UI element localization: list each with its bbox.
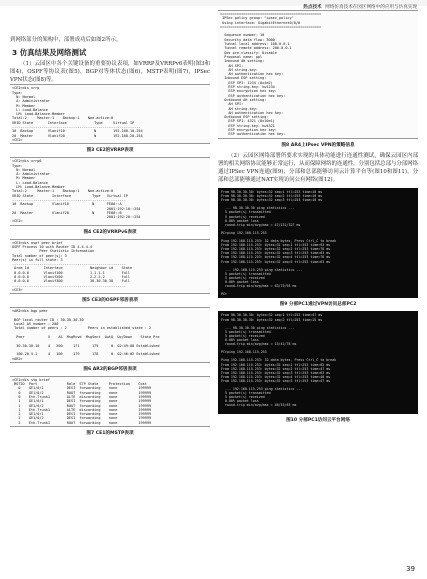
figure-6-code — [10, 307, 210, 363]
code-line: MSTID Port Role STP State Protection Cost — [12, 382, 147, 387]
code-line: Inbound AH setting: — [220, 59, 265, 64]
code-line: 1 GE1/0/1 DESI forwarding none 199999 — [12, 399, 152, 404]
code-line: Using interface: GigabitEthernet0/0/0 — [220, 20, 301, 25]
code-line: From 192.168.115.253: bytes=32 seq=4 ttl=253 time=78 ms — [221, 255, 331, 260]
code-line: PC>ping 192.168.115.253 — [221, 350, 267, 355]
page-number: 39 — [406, 565, 415, 573]
code-line: ESP authentication hex key: — [220, 93, 286, 98]
code-line: --- 192.168.115.253 ping statistics --- — [221, 387, 303, 392]
figure-9-terminal — [218, 188, 418, 298]
code-line: OSPF Process 10 with Router ID 4.4.4.4 — [12, 244, 93, 249]
code-line: Total number of peer(s): 3 — [12, 253, 67, 258]
code-line: 0.00% packet loss — [221, 218, 259, 223]
code-line: AH SPI: — [220, 63, 244, 68]
code-line: Ping 192.168.115.253: 32 data bytes, Press Ctrl_C to break — [221, 358, 337, 363]
code-line: 2 GE1/0/1 DESI forwarding none 199999 — [12, 412, 152, 417]
code-line: --- 98.30.30.30 ping statistics --- — [221, 206, 295, 211]
code-line: Qos pre-classify: Disable — [220, 50, 277, 55]
code-line: 5 packet(s) received — [221, 395, 265, 400]
figure-10-terminal — [218, 311, 418, 413]
code-line: ESP string-key: hw1234 — [220, 85, 275, 90]
code-line: 5 packet(s) received — [221, 333, 265, 338]
code-line: Type: — [12, 163, 23, 168]
code-line: ESP authentication hex key: — [220, 132, 286, 137]
code-line: 0 Eth-Trunk1 ALTE discarding none 199999 — [12, 395, 152, 399]
code-line: 30.30.30.10 4 200 171 179 0 02:49:08 Established — [12, 343, 160, 348]
code-line: 0 GE1/0/2 ROOT forwarding none 199999 — [12, 390, 152, 395]
code-line: round-trip min/avg/max = 47/131/327 ms — [221, 222, 301, 227]
code-line: From 192.168.115.253: bytes=32 seq=3 ttl=253 time=63 ms — [221, 370, 331, 375]
code-line: 20 Master Vlanif20 N 192.168.20.254 — [12, 133, 143, 138]
code-line: Total:2 Master:1 Backup:1 Non-active:0 — [12, 116, 114, 121]
figure-3-code — [10, 84, 210, 144]
code-line: Peer(s) in full state: 3 — [12, 257, 63, 262]
code-line: From 192.168.115.253: bytes=32 seq=5 ttl=253 time=63 ms — [221, 259, 331, 264]
code-line: 2001:192:20::254 — [12, 215, 141, 220]
code-line: VRID State Interface Type Virtual IP — [12, 193, 128, 198]
paragraph-2: （2）云园区网络部署所要求实现的具体功能进行连通性测试，确保云园区内部署的相关网络协议能够正常运行，从而保障网络的连通性。分别包括总部与分部网络通过IPSec VPN连通(图9)，分部和总部能够访问云计算平台等(图10和图11)，分部和总部能够通过NAT实现访问公有网络(图12)。 — [218, 152, 418, 183]
code-line: Inbound ESP setting: — [220, 76, 267, 81]
code-line: ESP SPI: 1234 (0x4d2) — [220, 80, 273, 85]
code-line: ------------------------------------------------------ — [12, 262, 126, 267]
code-line: ================================================ — [220, 12, 322, 16]
code-line: 0.00% packet loss — [221, 337, 259, 342]
code-line: AH authentication hex key: — [220, 72, 284, 77]
code-line: ------------------------------------------------------ — [12, 283, 126, 288]
figure-8-caption: 图8 AR4上IPsec VPN的策略信息 — [281, 142, 355, 148]
code-line: 1 Eth-Trunk1 ALTE discarding none 199999 — [12, 407, 152, 412]
code-line: ================================================ — [220, 24, 322, 29]
code-line: LM: Load-Balance-Member — [12, 112, 65, 117]
code-line: ------------------------------------------------------ — [12, 197, 126, 202]
left-column — [10, 36, 210, 440]
code-line: 5 packet(s) transmitted — [221, 271, 271, 276]
code-line: 5 packet(s) transmitted — [221, 391, 271, 396]
code-line: BGP local router ID : 30.30.30.30 — [12, 317, 84, 322]
header-title: 网络仿真技术在园区网络中的应用与仿真实现 — [325, 5, 417, 10]
figure-7-code — [10, 376, 210, 427]
code-line: From 98.30.30.30: bytes=32 seq=3 ttl=253 time=10 ms — [221, 198, 323, 203]
code-line: 1 GE1/0/2 ROOT forwarding none 199999 — [12, 403, 152, 408]
code-line: From 98.30.30.30: bytes=32 seq=2 ttl=253 time=10 ms — [221, 194, 323, 199]
code-line: round-trip min/avg/max = 46/53/63 ms — [221, 403, 297, 408]
code-line: ESP string-key: hw4321 — [220, 123, 275, 128]
code-line: 0.0.0.0 Vlanif100 1.1.1.1 Full — [12, 270, 131, 275]
code-line: Type: — [12, 90, 23, 95]
code-line: IPSec policy group: "ipsec_policy" — [220, 16, 294, 21]
code-line: Tunnel remote address: 200.0.0.1 — [220, 46, 292, 51]
code-line: AH SPI: — [220, 102, 244, 107]
code-line: <AR2>dis bgp peer — [12, 309, 48, 314]
code-line: VRID State Interface Type Virtual IP — [12, 120, 135, 125]
code-line: <CE1>dis stp brief — [12, 377, 50, 382]
code-line: Security data flow: 3000 — [220, 37, 275, 42]
code-line: AH string-key: — [220, 106, 258, 111]
code-line: From 98.30.30.30: bytes=32 seq=2 ttl=253 time=15 ms — [221, 317, 323, 322]
code-line: 5 packet(s) transmitted — [221, 329, 271, 334]
code-line: 20 Master Vlanif20 N FE80::B — [12, 210, 122, 215]
figure-6-caption: 图6 AR2的BGP邻居表项 — [83, 366, 137, 372]
code-line: ESP encryption hex key: — [220, 89, 277, 94]
code-line: Outbound ESP setting: — [220, 115, 269, 120]
code-line: Sequence number: 10 — [220, 33, 265, 38]
code-line: round-trip min/avg/max = 63/75/93 ms — [221, 284, 297, 289]
code-line: Tunnel local address: 100.0.0.1 — [220, 42, 290, 47]
code-line: L: Load-Balance — [12, 180, 48, 185]
code-line: ------------------------------------------------------------- — [12, 125, 141, 130]
code-line: Total number of peers : 2 Peers in established state : 2 — [12, 326, 152, 331]
figure-7-caption: 图7 CE1的MSTP表项 — [86, 431, 134, 437]
code-line: --- 98.30.30.30 ping statistics --- — [221, 325, 295, 330]
code-line: 0.0.0.0 Vlanif200 2.2.2.2 Full — [12, 275, 131, 280]
code-line: 2001:192:10::254 — [12, 206, 141, 211]
code-line: Area Id Interface Neighbor id State — [12, 266, 133, 271]
code-line: 5 packet(s) received — [221, 275, 265, 280]
code-line: PC>ping 192.168.115.253 — [221, 230, 267, 235]
figure-4-caption: 图4 CE2的VRRPv6表项 — [83, 229, 137, 235]
code-line: <CE2>dis vrrp — [12, 86, 40, 91]
code-line: From 192.168.115.253: bytes=32 seq=1 ttl=253 time=62 ms — [221, 362, 331, 367]
section-title: 3 仿真结果及网络测试 — [12, 48, 87, 58]
code-line: Proposal name: ppl — [220, 54, 263, 59]
code-line: <CE3> — [12, 287, 23, 292]
code-line: From 98.30.30.30: bytes=32 seq=1 ttl=253 time=10 ms — [221, 189, 323, 194]
code-line: Ping 192.168.115.253: 32 data bytes, Press Ctrl_C to break — [221, 239, 337, 244]
figure-5-caption: 图5 CE3的OSPF邻居表项 — [82, 298, 138, 304]
code-line: ESP encryption hex key: — [220, 128, 277, 133]
code-line: N: Normal — [12, 167, 36, 172]
code-line: 0.0.0.0 Vlanif300 30.30.30.30 Full — [12, 279, 131, 284]
code-line: PC> — [221, 292, 227, 297]
figure-4-code — [10, 157, 210, 225]
code-line: A: Administrator — [12, 99, 50, 104]
code-line: AH string-key: — [220, 67, 258, 72]
code-line: From 192.168.115.253: bytes=32 seq=1 ttl=253 time=93 ms — [221, 243, 331, 248]
code-line: N: Normal — [12, 94, 36, 99]
code-line: 100.20.5.1 4 100 179 178 0 02:46:02 Established — [12, 352, 160, 357]
code-line: <CE2> — [12, 137, 23, 142]
code-line: Outbound AH setting: — [220, 97, 267, 102]
code-line: Local AS number : 200 — [12, 322, 59, 327]
code-line: <CE2>dis vrrp6 — [12, 159, 42, 164]
code-line: ESP SPI: 4321 (0x10e1) — [220, 119, 275, 124]
figure-9-caption: 图9 分部PC1通过VPN访问总部PC2 — [279, 302, 357, 308]
figure-5-code — [10, 239, 210, 295]
figure-10-caption: 图10 分部PC1访问云平台网络 — [286, 417, 350, 423]
code-line: From 192.168.115.253: bytes=32 seq=2 ttl=253 time=78 ms — [221, 247, 331, 252]
code-line: Total:2 Master:1 Backup:1 Non-active:0 — [12, 189, 114, 194]
right-column — [218, 10, 418, 427]
code-line: <CE2> — [12, 219, 23, 224]
code-line: 5 packet(s) received — [221, 214, 265, 219]
code-line: From 192.168.115.253: bytes=32 seq=4 ttl=253 time=46 ms — [221, 374, 331, 379]
code-line: M: Member — [12, 176, 36, 181]
code-line: LM: Load-Balance-Member — [12, 185, 65, 190]
code-line: Peer V AS MsgRcvd MsgSent OutQ Up/Down State Pre — [12, 335, 160, 340]
code-line: <AR2> — [12, 356, 23, 361]
code-line: 0 GE1/0/1 DESI forwarding none 199999 — [12, 386, 152, 391]
code-line: 5 packet(s) transmitted — [221, 210, 271, 215]
code-line: 2 Eth-Trunk1 ROOT forwarding none 199999 — [12, 420, 152, 425]
code-line: From 98.30.30.30: bytes=32 seq=1 ttl=253 time=47 ms — [221, 313, 323, 318]
code-line: 0.00% packet loss — [221, 399, 259, 404]
code-line: From 192.168.115.253: bytes=32 seq=5 ttl=253 time=47 ms — [221, 378, 331, 383]
code-line: round-trip min/avg/max = 15/41/78 ms — [221, 342, 297, 347]
code-line: L: Load-Balance — [12, 107, 48, 112]
code-line: 2 GE1/0/2 DESI forwarding none 199999 — [12, 416, 152, 421]
code-line: M: Member — [12, 103, 36, 108]
code-line: 0.00% packet loss — [221, 280, 259, 285]
header-section: 热点技术 — [303, 5, 322, 10]
code-line: 10 Backup Vlanif10 N 192.168.10.254 — [12, 129, 143, 134]
code-line — [221, 408, 415, 412]
intro-paragraph: 到网络部分的架构中，部署成功后如图2所示。 — [10, 37, 122, 43]
code-line: 10 Backup Vlanif10 N FE80::A — [12, 202, 122, 207]
figure-8-code — [218, 10, 418, 139]
code-line: From 192.168.115.253: bytes=32 seq=3 ttl=253 time=63 ms — [221, 251, 331, 256]
code-line: --- 192.168.115.253 ping statistics --- — [221, 267, 303, 272]
code-line: Peer Statistic Information — [12, 249, 95, 254]
code-line: A: Administrator — [12, 172, 50, 177]
paragraph-1: （1）云园区中各个关键设备的重要协议表项，如VRRP及VRRPv6表明(图3和图4)，OSPF等协议表(图5)，BGP对等体状态(图6)，MSTP表明(图7)，IPSec VPN状态(图8)等。 — [10, 61, 210, 84]
code-line: From 192.168.115.253: bytes=32 seq=2 ttl=253 time=47 ms — [221, 366, 331, 371]
figure-3-caption: 图3 CE2的VRRP表项 — [86, 148, 134, 154]
code-line: AH authentication hex key: — [220, 110, 284, 115]
code-line: <CE3>dis ospf peer brief — [12, 240, 63, 245]
